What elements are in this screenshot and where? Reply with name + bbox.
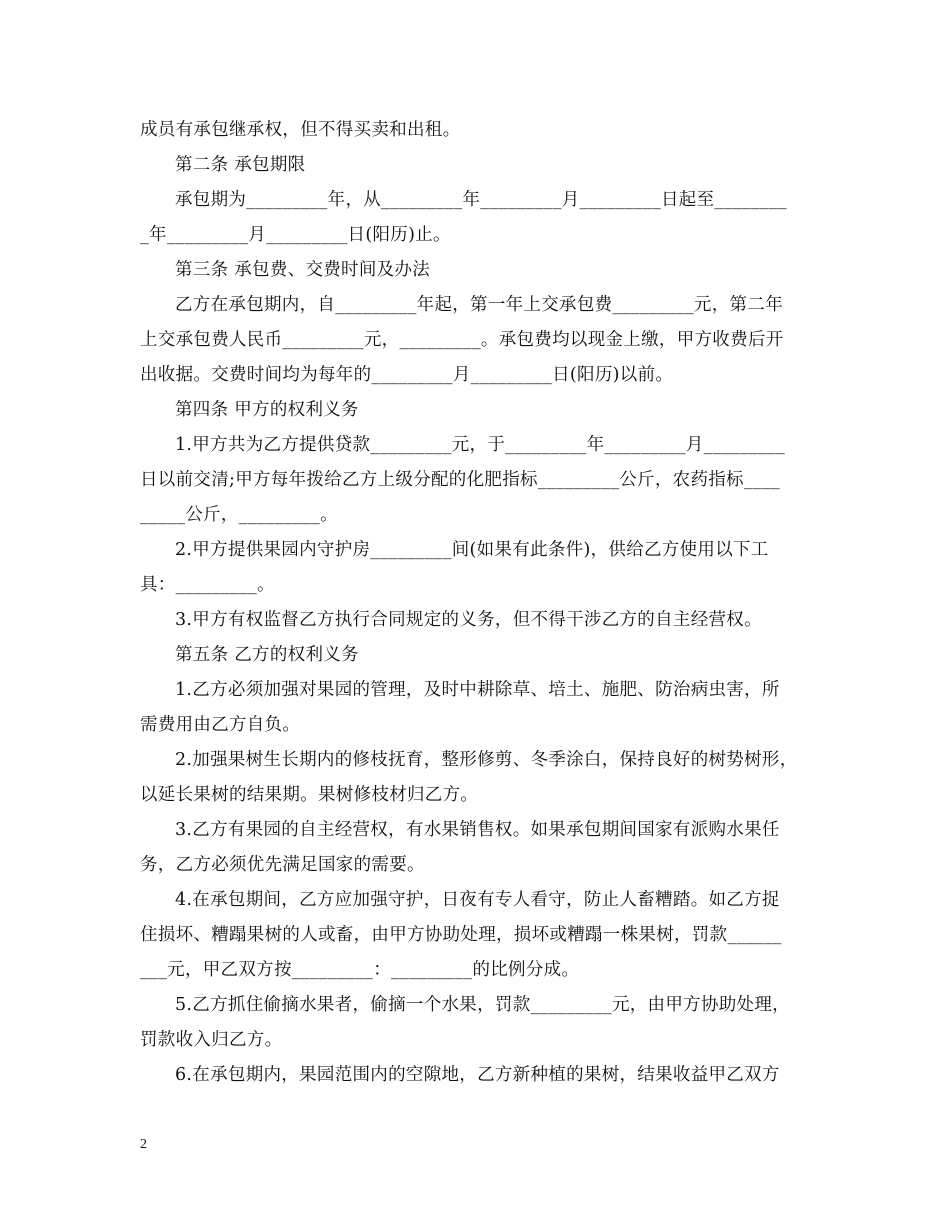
text-line: 1.乙方必须加强对果园的管理，及时中耕除草、培土、施肥、防治病虫害，所 — [175, 680, 780, 700]
text-line: 出收据。交费时间均为每年的_________月_________日(阳历)以前。 — [140, 365, 674, 385]
page-number: 2 — [140, 1137, 147, 1152]
text-line: 上交承包费人民币_________元，_________。承包费均以现金上缴，甲方收费后开 — [140, 330, 784, 350]
text-line: 3.甲方有权监督乙方执行合同规定的义务，但不得干涉乙方的自主经营权。 — [175, 610, 762, 630]
text-line: ___元，甲乙双方按_________：_________的比例分成。 — [140, 960, 580, 980]
text-line: 承包期为_________年，从_________年_________月_________日起至________ — [175, 190, 787, 210]
text-line: 乙方在承包期内，自_________年起，第一年上交承包费_________元，第二年 — [175, 295, 783, 315]
section-heading: 第四条 甲方的权利义务 — [175, 400, 359, 420]
text-line: 1.甲方共为乙方提供贷款_________元，于_________年_________月_________ — [175, 435, 786, 455]
section-heading: 第五条 乙方的权利义务 — [175, 645, 359, 665]
text-line: 2.甲方提供果园内守护房_________间(如果有此条件)，供给乙方使用以下工 — [175, 540, 769, 560]
text-line: 住损坏、糟蹋果树的人或畜，由甲方协助处理，损坏或糟蹋一株果树，罚款______ — [140, 925, 782, 945]
text-line: 2.加强果树生长期内的修枝抚育，整形修剪、冬季涂白，保持良好的树势树形， — [175, 750, 798, 770]
text-line: 日以前交清;甲方每年拨给乙方上级分配的化肥指标_________公斤，农药指标____ — [140, 470, 781, 490]
section-heading: 第二条 承包期限 — [175, 155, 306, 175]
text-line: 4.在承包期间，乙方应加强守护，日夜有专人看守，防止人畜糟踏。如乙方捉 — [175, 890, 780, 910]
text-line: _____公斤，_________。 — [140, 505, 338, 525]
text-line: 3.乙方有果园的自主经营权，有水果销售权。如果承包期间国家有派购水果任 — [175, 820, 780, 840]
text-line: _年_________月_________日(阳历)止。 — [140, 225, 451, 245]
section-heading: 第三条 承包费、交费时间及办法 — [175, 260, 431, 280]
text-line: 具：_________。 — [140, 575, 275, 595]
text-line: 成员有承包继承权，但不得买卖和出租。 — [140, 120, 461, 140]
text-line: 需费用由乙方自负。 — [140, 715, 301, 735]
text-line: 5.乙方抓住偷摘水果者，偷摘一个水果，罚款_________元，由甲方协助处理， — [175, 995, 790, 1015]
text-line: 务，乙方必须优先满足国家的需要。 — [140, 855, 425, 875]
text-line: 以延长果树的结果期。果树修枝材归乙方。 — [140, 785, 479, 805]
text-line: 6.在承包期内，果园范围内的空隙地，乙方新种植的果树，结果收益甲乙双方 — [175, 1065, 780, 1085]
text-line: 罚款收入归乙方。 — [140, 1030, 283, 1050]
